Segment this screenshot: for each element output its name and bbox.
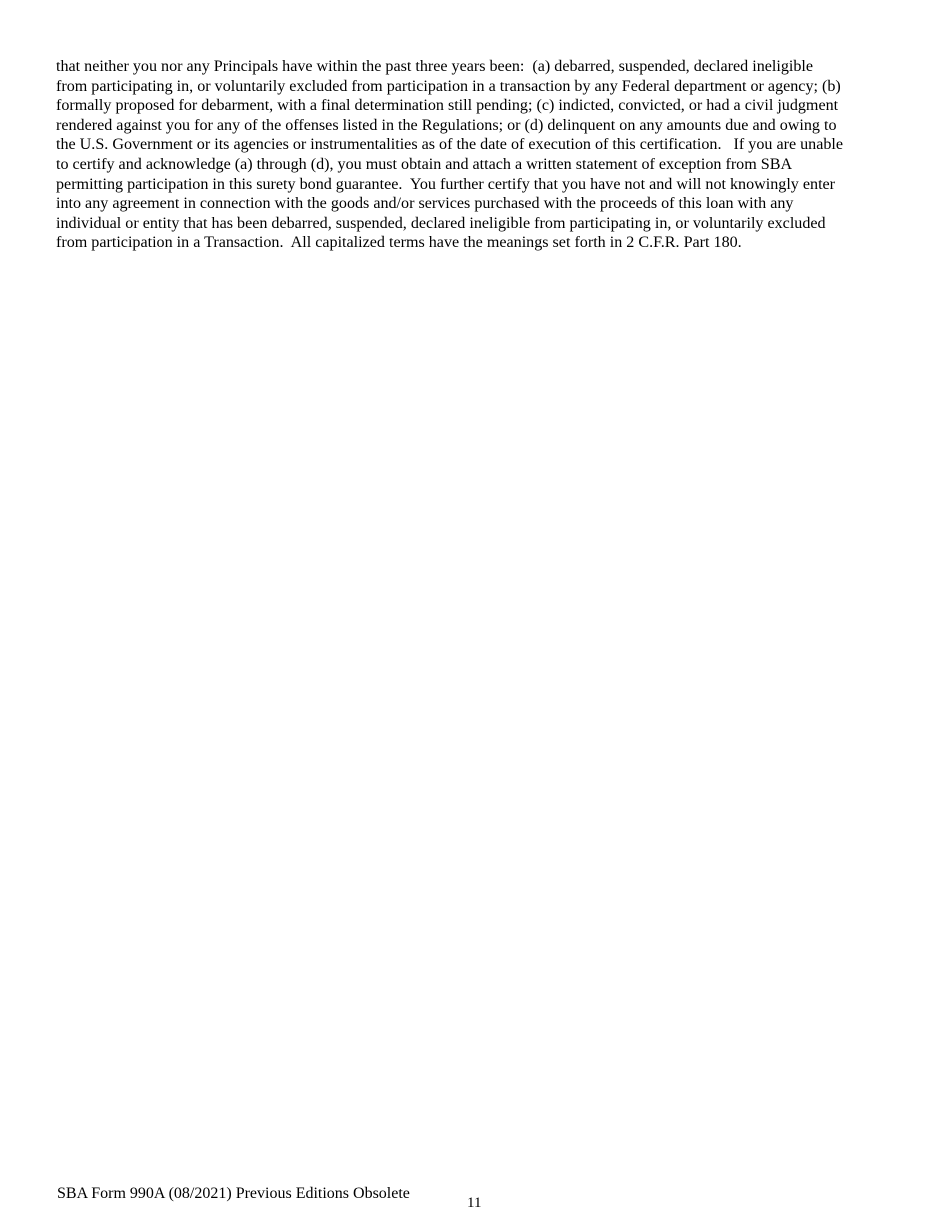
paragraph-line: the U.S. Government or its agencies or instrumentalities as of the date of execution of this certification. If you are unable bbox=[56, 136, 844, 154]
paragraph-line: rendered against you for any of the offenses listed in the Regulations; or (d) delinquent on any amounts due and owing to bbox=[56, 116, 837, 134]
paragraph-line: from participating in, or voluntarily excluded from participation in a transaction by any Federal department or agency; (b) bbox=[56, 77, 841, 95]
page-number: 11 bbox=[467, 1195, 482, 1211]
paragraph-line: from participation in a Transaction. All capitalized terms have the meanings set forth in 2 C.F.R. Part 180. bbox=[56, 234, 742, 252]
paragraph-line: to certify and acknowledge (a) through (d), you must obtain and attach a written statement of exception from SBA bbox=[56, 155, 793, 173]
certification-paragraph bbox=[56, 57, 904, 253]
paragraph-line: into any agreement in connection with the goods and/or services purchased with the proceeds of this loan with any bbox=[56, 195, 794, 213]
paragraph-line: that neither you nor any Principals have within the past three years been: (a) debarred, suspended, declared ineligible bbox=[56, 58, 814, 75]
paragraph-line: individual or entity that has been debarred, suspended, declared ineligible from participating in, or voluntarily excluded bbox=[56, 214, 826, 232]
footer-form-id: SBA Form 990A (08/2021) Previous Editions Obsolete bbox=[57, 1185, 410, 1202]
paragraph-line: formally proposed for debarment, with a final determination still pending; (c) indicted, convicted, or had a civil judgment bbox=[56, 97, 839, 115]
paragraph-line: permitting participation in this surety bond guarantee. You further certify that you have not and will not knowingly enter bbox=[56, 175, 836, 193]
